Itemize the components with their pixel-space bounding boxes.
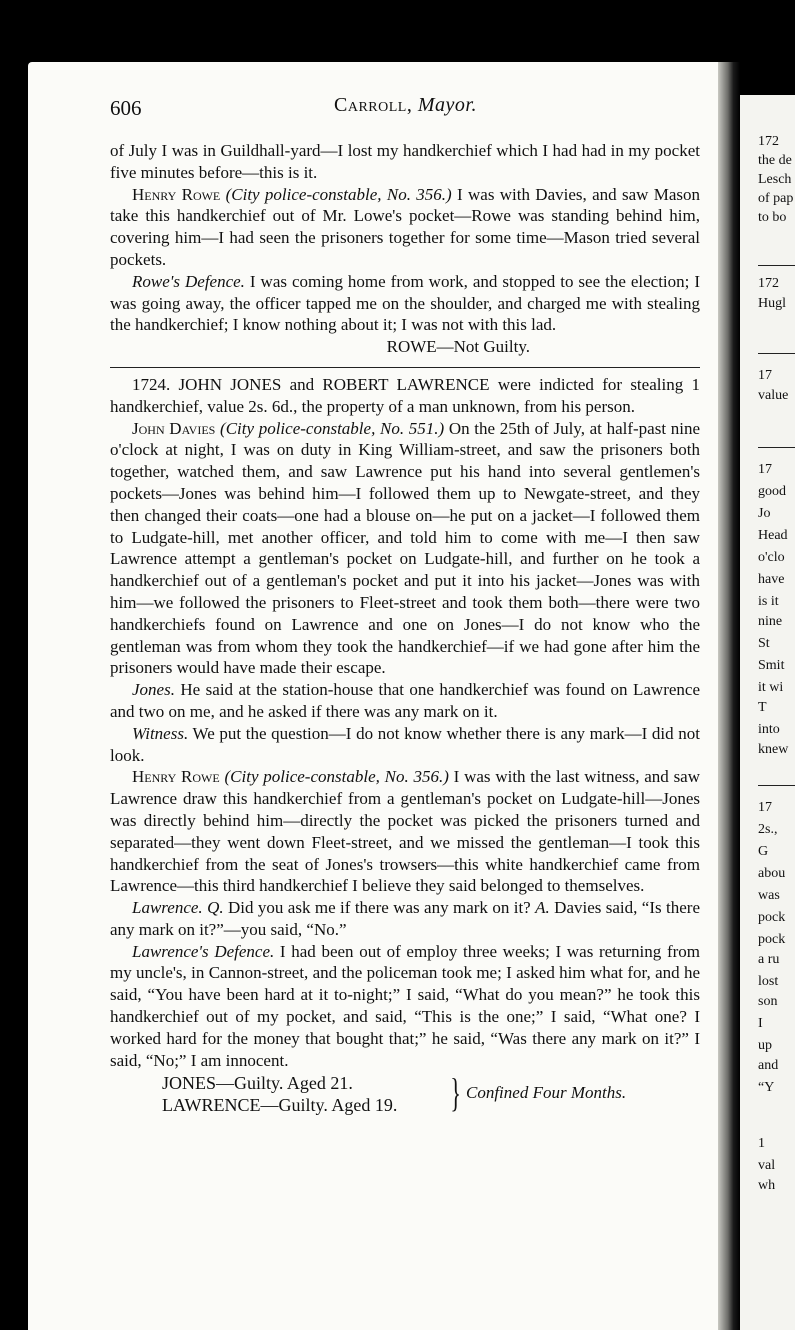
answer-text: We put the question—I do not know whether there is any mark—I did not look. <box>110 723 700 765</box>
facing-rule <box>758 353 795 354</box>
question-text: He said at the station-house that one handkerchief was found on Lawrence and two on me, and he asked if there was any mark on it. <box>110 680 700 721</box>
section-rule <box>110 367 700 368</box>
facing-line: have <box>758 572 785 587</box>
sentence-lawrence: LAWRENCE—Guilty. Aged 19. <box>162 1095 398 1116</box>
facing-rule <box>758 265 795 266</box>
a-marker: A. <box>535 898 550 918</box>
testimony-text: I was with Davies, and saw Mason take this handkerchief out of Mr. Lowe's pocket—Rowe was standing behind him, covering him—I had seen the prisoners together for some time—Mason tried several pockets. <box>110 184 701 269</box>
speaker-name: John Davies <box>132 418 216 438</box>
facing-line: and <box>758 1058 779 1073</box>
facing-line: a ru <box>758 952 780 967</box>
facing-line: was <box>758 888 780 903</box>
sentence-jones: JONES—Guilty. Aged 21. <box>162 1073 353 1094</box>
defence-paragraph <box>110 941 700 1072</box>
facing-line: 172 <box>758 276 779 291</box>
testimony-paragraph <box>110 418 700 680</box>
answer-paragraph <box>110 723 700 767</box>
defence-text: I was coming home from work, and stopped to see the election; I was going away, the officer tapped me on the shoulder, and charged me with stealing the handkerchief; I know nothing about it; I was not with this lad. <box>110 271 700 335</box>
testimony-text: On the 25th of July, at half-past nine o'clock at night, I was on duty in King William-street, and saw the prisoners both together, watched them, and saw Lawrence put his hand into several gentlemen's pockets—Jones was behind him—I followed them up to Newgate-street, and they then changed their coats—one had a blouse on—he put on a jacket—I followed them to Ludgate-hill, met another officer, and told him to come with me—I then saw Lawrence attempt a gentleman's pocket on Ludgate-hill, and further on he took a handkerchief out of a gentleman's pocket and put it into his jacket—Jones was with him—we followed the prisoners to Fleet-street and took them both—there were two handkerchiefs found on Lawrence and one on Jones—I do not know who the gentleman was from whom they took the handkerchief—if we had gone after him the prisoners would have made their escape. <box>110 418 701 678</box>
facing-line: the de <box>758 153 792 168</box>
facing-line: Jo <box>758 506 771 521</box>
paragraph: of July I was in Guildhall-yard—I lost my handkerchief which I had had in my pocket five minutes before—this is it. <box>110 141 700 182</box>
testimony-paragraph <box>110 766 700 897</box>
speaker-label: Jones. <box>132 680 175 700</box>
running-title <box>334 94 477 117</box>
facing-line: o'clo <box>758 550 785 565</box>
book-spine <box>718 62 740 1330</box>
facing-line: pock <box>758 932 786 947</box>
speaker-label: Witness. <box>132 723 189 743</box>
facing-line: up <box>758 1038 772 1053</box>
facing-line: St <box>758 636 770 651</box>
facing-line: is it <box>758 594 779 609</box>
running-title-office: Mayor. <box>417 94 477 116</box>
facing-rule <box>758 447 795 448</box>
facing-line: nine <box>758 614 783 629</box>
defence-paragraph <box>110 271 700 336</box>
facing-line: lost <box>758 974 779 989</box>
speaker-name: Henry Rowe <box>132 184 221 204</box>
page-body <box>110 140 700 1121</box>
facing-line: val <box>758 1158 776 1173</box>
facing-line: good <box>758 484 786 499</box>
facing-line: into <box>758 722 780 737</box>
facing-line: Lesch <box>758 172 792 187</box>
page-header <box>110 96 700 124</box>
defence-label: Lawrence's Defence. <box>132 941 275 961</box>
facing-line: of pap <box>758 191 794 206</box>
facing-line: Head <box>758 528 788 543</box>
speaker-name: Henry Rowe <box>132 767 220 787</box>
facing-line: abou <box>758 866 786 881</box>
facing-line: to bo <box>758 210 787 225</box>
sentence-brace: } <box>450 1070 461 1116</box>
facing-line: Hugl <box>758 296 786 311</box>
facing-line: it wi <box>758 680 784 695</box>
facing-line: Smit <box>758 658 785 673</box>
verdict: ROWE—Not Guilty. <box>386 337 530 357</box>
testimony-text: I was with the last witness, and saw Lawrence draw this handkerchief from a gentleman's pocket on Ludgate-hill—Jones was directly behind him—directly the pocket was picked the prisoners turned and separated—they went down Fleet-street, and we missed the gentleman—I took this handkerchief from the seat of Jones's trowsers—this white handkerchief came from Lawrence—this third handkerchief I believe they said belonged to themselves. <box>110 767 701 896</box>
facing-line: 172 <box>758 134 779 149</box>
facing-line: wh <box>758 1178 776 1193</box>
facing-line: 17 <box>758 462 772 477</box>
testimony-paragraph <box>110 184 700 271</box>
defence-label: Rowe's Defence. <box>132 271 245 291</box>
q-marker: Q. <box>207 898 224 918</box>
facing-line: “Y <box>758 1080 775 1095</box>
facing-rule <box>758 785 795 786</box>
facing-line: 17 <box>758 368 772 383</box>
facing-line: G <box>758 844 769 859</box>
question-text: Did you ask me if there was any mark on it? <box>223 898 536 918</box>
defence-text: I had been out of employ three weeks; I was returning from my uncle's, in Cannon-street, and the policeman took me; I asked him what for, and he said, “You have been hard at it to-night;” I said, “What do you mean?” he took this handkerchief out of my pocket, and said, “This is the one;” I said, “What one? I worked hard for the money that bought that;” he said, “Was there any mark on it?” I said, “No;” I am innocent. <box>110 941 700 1070</box>
sentence-punishment: Confined Four Months. <box>466 1083 627 1103</box>
facing-line: T <box>758 700 767 715</box>
case-intro: 1724. JOHN JONES and ROBERT LAWRENCE were indicted for stealing 1 handkerchief, value 2s. 6d., the property of a man unknown, from his person. <box>110 374 700 416</box>
facing-line: son <box>758 994 778 1009</box>
facing-line: pock <box>758 910 786 925</box>
facing-line: I <box>758 1016 763 1031</box>
question-paragraph <box>110 897 700 941</box>
facing-page <box>740 95 795 1330</box>
speaker-label: Lawrence. <box>132 898 203 918</box>
question-paragraph <box>110 679 700 723</box>
facing-line: 1 <box>758 1136 765 1151</box>
facing-line: 17 <box>758 800 772 815</box>
sentence-block <box>110 1070 700 1121</box>
facing-line: value <box>758 388 789 403</box>
answer-text: Davies said, “Is there any mark on it?”—you said, “No.” <box>110 898 701 939</box>
speaker-role: (City police-constable, No. 356.) <box>225 184 452 204</box>
facing-line: 2s., <box>758 822 778 837</box>
page-number: 606 <box>110 96 142 120</box>
running-title-name: Carroll, <box>334 94 413 116</box>
speaker-role: (City police-constable, No. 551.) <box>220 418 445 438</box>
speaker-role: (City police-constable, No. 356.) <box>224 767 449 787</box>
facing-line: knew <box>758 742 789 757</box>
